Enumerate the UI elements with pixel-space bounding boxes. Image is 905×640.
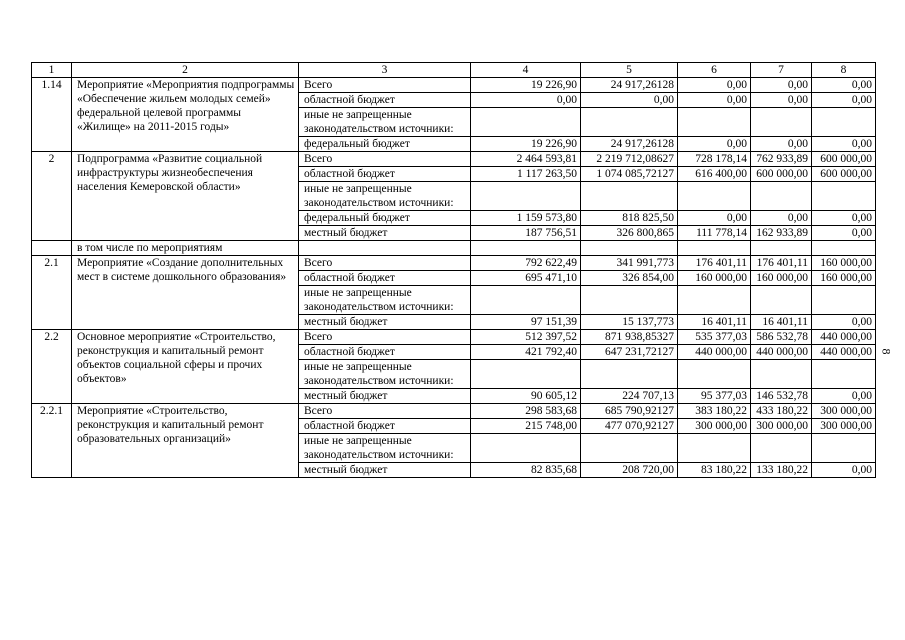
amount-cell: [751, 108, 812, 137]
table-row: [32, 241, 876, 256]
amount-cell: 477 070,92127: [581, 419, 678, 434]
amount-cell: 176 401,11: [678, 256, 751, 271]
amount-cell: 16 401,11: [751, 315, 812, 330]
funding-source: иные не запрещенные законодательством источники:: [299, 286, 471, 315]
amount-cell: 695 471,10: [471, 271, 581, 286]
amount-cell: [751, 360, 812, 389]
table-body: [32, 78, 876, 478]
amount-cell: 15 137,773: [581, 315, 678, 330]
amount-cell: [751, 286, 812, 315]
amount-cell: 0,00: [751, 211, 812, 226]
amount-cell: [471, 434, 581, 463]
table-row: [32, 152, 876, 167]
amount-cell: 160 000,00: [751, 271, 812, 286]
amount-cell: 341 991,773: [581, 256, 678, 271]
amount-cell: 871 938,85327: [581, 330, 678, 345]
amount-cell: 440 000,00: [812, 345, 876, 360]
amount-cell: 512 397,52: [471, 330, 581, 345]
amount-cell: 215 748,00: [471, 419, 581, 434]
amount-cell: [678, 434, 751, 463]
funding-source: иные не запрещенные законодательством источники:: [299, 182, 471, 211]
amount-cell: [812, 286, 876, 315]
amount-cell: 326 854,00: [581, 271, 678, 286]
amount-cell: [751, 434, 812, 463]
budget-table: [31, 62, 876, 478]
funding-source: Всего: [299, 330, 471, 345]
item-name: Мероприятие «Строительство, реконструкция и капитальный ремонт образовательных организаций»: [72, 404, 299, 478]
amount-cell: 19 226,90: [471, 137, 581, 152]
amount-cell: 0,00: [678, 78, 751, 93]
amount-cell: 440 000,00: [751, 345, 812, 360]
table-row: [32, 404, 876, 419]
amount-cell: 0,00: [471, 93, 581, 108]
amount-cell: 0,00: [678, 93, 751, 108]
item-number: 2: [32, 152, 72, 241]
table-row: [32, 78, 876, 93]
amount-cell: 818 825,50: [581, 211, 678, 226]
table-header: [32, 63, 876, 78]
amount-cell: 383 180,22: [678, 404, 751, 419]
amount-cell: [751, 241, 812, 256]
funding-source: местный бюджет: [299, 463, 471, 478]
header-row: [32, 63, 876, 78]
amount-cell: 647 231,72127: [581, 345, 678, 360]
amount-cell: 0,00: [812, 389, 876, 404]
amount-cell: 176 401,11: [751, 256, 812, 271]
amount-cell: 298 583,68: [471, 404, 581, 419]
amount-cell: 24 917,26128: [581, 137, 678, 152]
amount-cell: [471, 241, 581, 256]
funding-source: федеральный бюджет: [299, 137, 471, 152]
amount-cell: 616 400,00: [678, 167, 751, 182]
funding-source: иные не запрещенные законодательством источники:: [299, 108, 471, 137]
item-number: 2.2.1: [32, 404, 72, 478]
amount-cell: [471, 108, 581, 137]
funding-source: Всего: [299, 256, 471, 271]
amount-cell: 728 178,14: [678, 152, 751, 167]
amount-cell: 187 756,51: [471, 226, 581, 241]
amount-cell: 208 720,00: [581, 463, 678, 478]
amount-cell: 224 707,13: [581, 389, 678, 404]
amount-cell: 162 933,89: [751, 226, 812, 241]
amount-cell: 160 000,00: [812, 271, 876, 286]
amount-cell: [678, 241, 751, 256]
amount-cell: 0,00: [812, 315, 876, 330]
amount-cell: 24 917,26128: [581, 78, 678, 93]
amount-cell: [812, 241, 876, 256]
amount-cell: 600 000,00: [812, 167, 876, 182]
header-cell: 1: [32, 63, 72, 78]
amount-cell: 160 000,00: [812, 256, 876, 271]
amount-cell: [581, 241, 678, 256]
funding-source: Всего: [299, 404, 471, 419]
amount-cell: 300 000,00: [678, 419, 751, 434]
item-number: 2.2: [32, 330, 72, 404]
item-name: Подпрограмма «Развитие социальной инфраструктуры жизнеобеспечения населения Кемеровской области»: [72, 152, 299, 241]
amount-cell: 300 000,00: [812, 419, 876, 434]
amount-cell: 90 605,12: [471, 389, 581, 404]
funding-source: областной бюджет: [299, 93, 471, 108]
amount-cell: 2 464 593,81: [471, 152, 581, 167]
amount-cell: 160 000,00: [678, 271, 751, 286]
amount-cell: 83 180,22: [678, 463, 751, 478]
amount-cell: 133 180,22: [751, 463, 812, 478]
amount-cell: 1 117 263,50: [471, 167, 581, 182]
amount-cell: [471, 360, 581, 389]
amount-cell: 300 000,00: [751, 419, 812, 434]
funding-source: федеральный бюджет: [299, 211, 471, 226]
table-row: [32, 256, 876, 271]
amount-cell: 0,00: [812, 93, 876, 108]
amount-cell: [581, 182, 678, 211]
header-cell: 7: [751, 63, 812, 78]
amount-cell: [581, 434, 678, 463]
amount-cell: 1 159 573,80: [471, 211, 581, 226]
funding-source: иные не запрещенные законодательством источники:: [299, 360, 471, 389]
header-cell: 4: [471, 63, 581, 78]
funding-source: [299, 241, 471, 256]
amount-cell: 600 000,00: [751, 167, 812, 182]
amount-cell: 0,00: [678, 211, 751, 226]
amount-cell: 0,00: [751, 93, 812, 108]
page-number: 8: [879, 348, 894, 355]
amount-cell: 0,00: [812, 78, 876, 93]
amount-cell: [678, 182, 751, 211]
amount-cell: [812, 182, 876, 211]
amount-cell: 111 778,14: [678, 226, 751, 241]
amount-cell: [581, 360, 678, 389]
amount-cell: 19 226,90: [471, 78, 581, 93]
header-cell: 5: [581, 63, 678, 78]
amount-cell: [812, 434, 876, 463]
item-name: Мероприятие «Создание дополнительных мест в системе дошкольного образования»: [72, 256, 299, 330]
amount-cell: 0,00: [581, 93, 678, 108]
amount-cell: 95 377,03: [678, 389, 751, 404]
amount-cell: [678, 360, 751, 389]
amount-cell: 0,00: [751, 78, 812, 93]
amount-cell: 0,00: [812, 463, 876, 478]
item-name: Мероприятие «Мероприятия подпрограммы «Обеспечение жильем молодых семей» федеральной целевой программы «Жилище» на 2011-2015 годы»: [72, 78, 299, 152]
amount-cell: [581, 108, 678, 137]
header-cell: 2: [72, 63, 299, 78]
amount-cell: 792 622,49: [471, 256, 581, 271]
amount-cell: 82 835,68: [471, 463, 581, 478]
amount-cell: 685 790,92127: [581, 404, 678, 419]
item-name: в том числе по мероприятиям: [72, 241, 299, 256]
amount-cell: 326 800,865: [581, 226, 678, 241]
amount-cell: [812, 360, 876, 389]
amount-cell: 1 074 085,72127: [581, 167, 678, 182]
amount-cell: 0,00: [812, 226, 876, 241]
item-name: Основное мероприятие «Строительство, реконструкция и капитальный ремонт объектов социальной сферы и прочих объектов»: [72, 330, 299, 404]
funding-source: иные не запрещенные законодательством источники:: [299, 434, 471, 463]
amount-cell: 440 000,00: [812, 330, 876, 345]
amount-cell: [678, 108, 751, 137]
funding-source: Всего: [299, 152, 471, 167]
amount-cell: [812, 108, 876, 137]
amount-cell: 762 933,89: [751, 152, 812, 167]
amount-cell: [471, 286, 581, 315]
amount-cell: 433 180,22: [751, 404, 812, 419]
funding-source: местный бюджет: [299, 226, 471, 241]
amount-cell: 421 792,40: [471, 345, 581, 360]
amount-cell: 0,00: [751, 137, 812, 152]
amount-cell: 0,00: [812, 137, 876, 152]
table-row: [32, 330, 876, 345]
header-cell: 6: [678, 63, 751, 78]
amount-cell: [678, 286, 751, 315]
amount-cell: [751, 182, 812, 211]
funding-source: областной бюджет: [299, 345, 471, 360]
header-cell: 3: [299, 63, 471, 78]
amount-cell: [471, 182, 581, 211]
item-number: 1.14: [32, 78, 72, 152]
funding-source: местный бюджет: [299, 315, 471, 330]
amount-cell: 146 532,78: [751, 389, 812, 404]
amount-cell: 16 401,11: [678, 315, 751, 330]
item-number: 2.1: [32, 256, 72, 330]
amount-cell: 440 000,00: [678, 345, 751, 360]
amount-cell: 97 151,39: [471, 315, 581, 330]
amount-cell: 0,00: [678, 137, 751, 152]
amount-cell: [581, 286, 678, 315]
funding-source: Всего: [299, 78, 471, 93]
funding-source: областной бюджет: [299, 271, 471, 286]
item-number: [32, 241, 72, 256]
amount-cell: 586 532,78: [751, 330, 812, 345]
amount-cell: 0,00: [812, 211, 876, 226]
amount-cell: 600 000,00: [812, 152, 876, 167]
funding-source: областной бюджет: [299, 167, 471, 182]
amount-cell: 2 219 712,08627: [581, 152, 678, 167]
amount-cell: 300 000,00: [812, 404, 876, 419]
funding-source: местный бюджет: [299, 389, 471, 404]
amount-cell: 535 377,03: [678, 330, 751, 345]
funding-source: областной бюджет: [299, 419, 471, 434]
header-cell: 8: [812, 63, 876, 78]
